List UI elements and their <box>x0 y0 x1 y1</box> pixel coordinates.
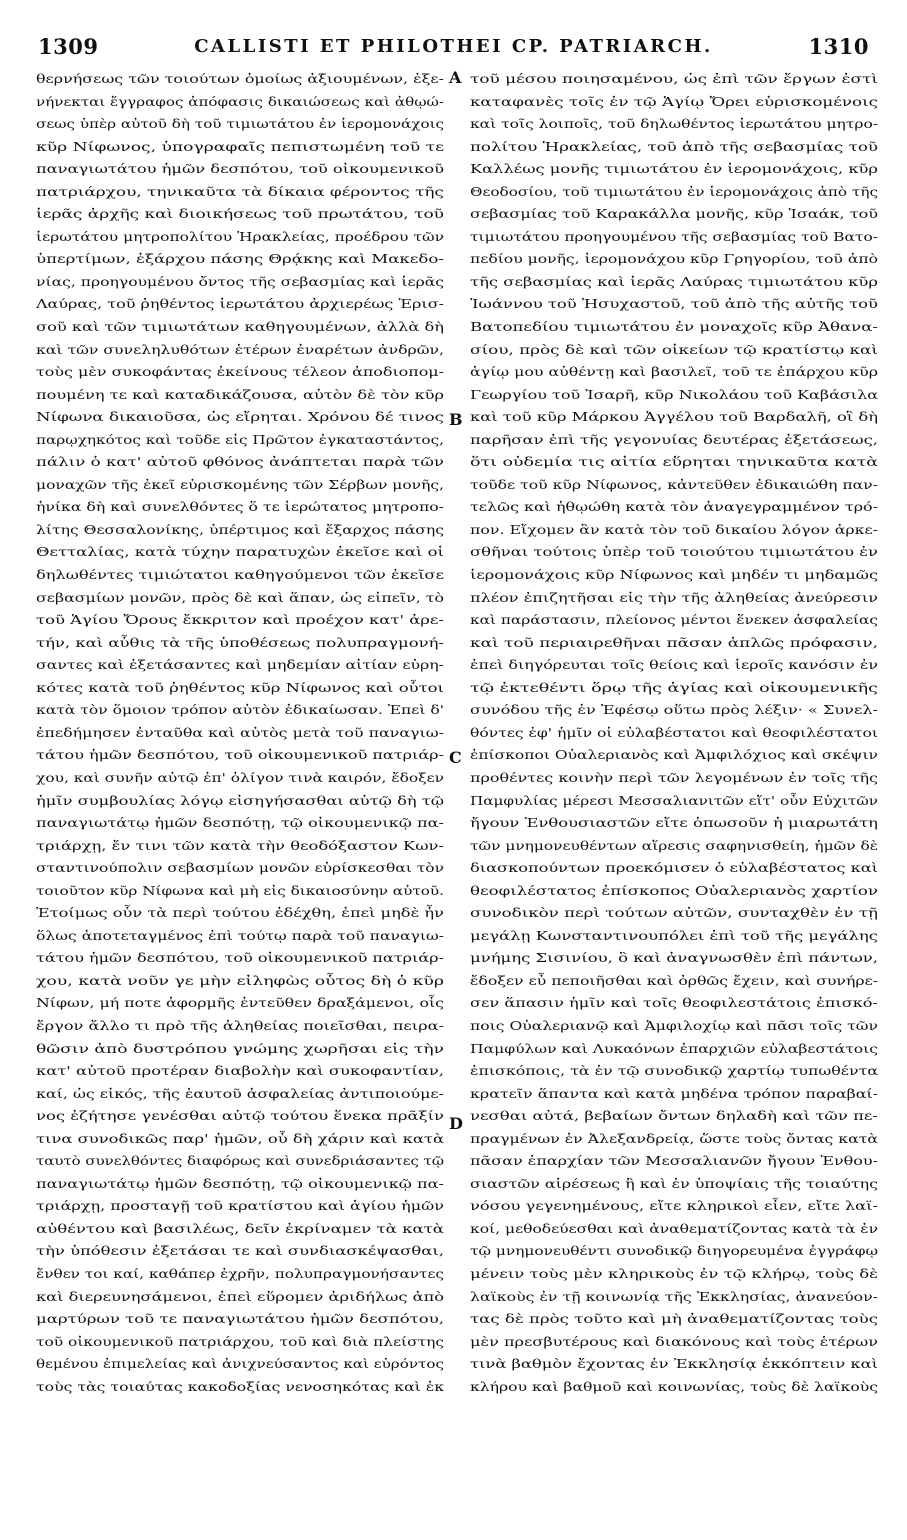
right-column-line: ποις Οὐαλεριανῷ καὶ Ἀμφιλοχίῳ καὶ πᾶσι τοῖς τῶν <box>470 1018 878 1033</box>
right-column-line: τας δὲ πρὸς τοῦτο καὶ μὴ ἀναθεματίζοντας τοὺς <box>470 1312 878 1327</box>
section-marker-d: D <box>449 1114 463 1133</box>
left-column-line: τοιοῦτον κῦρ Νίφωνα καὶ μὴ εἰς δικαιοσύνην αὐτοῦ. <box>36 883 444 898</box>
right-column-line: καὶ τοῖς λοιποῖς, τοῦ δηλωθέντος ἱερωτάτου μητρο- <box>470 117 878 132</box>
left-column-line: Νίφων, μή ποτε ἀφορμῆς ἐντεῦθεν δραξάμενοι, οἷς <box>36 996 444 1011</box>
left-column-line: τάτου ἡμῶν δεσπότου, τοῦ οἰκουμενικοῦ πατριάρ- <box>36 748 445 763</box>
section-marker-c: C <box>449 748 462 767</box>
right-column-line: σεβασμίας τοῦ Καρακάλλα μονῆς, κῦρ Ἰσαάκ, τοῦ <box>470 207 878 222</box>
left-column-line: σοῦ καὶ τῶν τιμιωτάτων καθηγουμένων, ἀλλὰ δὴ <box>36 320 445 335</box>
right-column-line: τῷ μνημονευθέντι συνοδικῷ διηγορευμένα ἐγγράφῳ <box>470 1244 878 1259</box>
right-column-line: νόσου γεγενημένους, εἴτε κληρικοὶ εἶεν, εἴτε λαϊ- <box>470 1199 878 1214</box>
left-column-line: νήνεκται ἔγγραφος ἀπόφασις δικαιώσεως καὶ ἀθῳώ- <box>36 94 444 109</box>
right-column-line: προθέντες κοινὴν περὶ τῶν λεγομένων ἐν τοῖς τῆς <box>470 770 878 785</box>
right-column-line: ἐπισκόποις, τὰ ἐν τῷ συνοδικῷ χαρτίῳ τυπωθέντα <box>470 1064 878 1079</box>
right-column-line: συνοδικὸν περὶ τούτων αὐτῶν, συνταχθὲν ἐν τῇ <box>470 906 878 921</box>
right-column-line: πον. Εἴχομεν ἂν κατὰ τὸν τοῦ δικαίου λόγον ἀρκε- <box>470 522 878 537</box>
left-column-line: παναγιωτάτῳ ἡμῶν δεσπότῃ, τῷ οἰκουμενικῷ πα- <box>36 1176 444 1191</box>
page-number-left: 1309 <box>38 34 99 59</box>
right-column-line: μένειν τοὺς μὲν κληρικοὺς ἐν τῷ κλήρῳ, τοὺς δὲ <box>470 1266 878 1281</box>
right-column-line: κλήρου καὶ βαθμοῦ καὶ κοινωνίας, τοὺς δὲ λαϊκοὺς <box>470 1379 878 1394</box>
right-column-line: σθῆναι τούτοις ὑπὲρ τοῦ τοιούτου τιμιωτάτου ἐν <box>470 545 878 560</box>
right-column-line: πραγμένων ἐν Ἀλεξανδρείᾳ, ὥστε τοὺς ὄντας κατὰ <box>470 1131 878 1146</box>
page-header <box>0 30 907 66</box>
right-column-line: Βατοπεδίου τιμιωτάτου ἐν μοναχοῖς κῦρ Ἀθανα- <box>470 320 878 335</box>
left-column-line: ὑπερτίμων, ἐξάρχου πάσης Θρᾴκης καὶ Μακεδο- <box>36 252 444 267</box>
left-column-line: αὐθέντου καὶ βασιλέως, δεῖν ἐκρίναμεν τὰ κατὰ <box>36 1221 444 1236</box>
right-column <box>470 68 878 1398</box>
left-column-line: παρῳχηκότος καὶ τοῦδε εἰς Πρῶτον ἐγκαταστάντος, <box>36 432 444 447</box>
left-column-line: χου, κατὰ νοῦν γε μὴν εἰληφὼς οὗτος δὴ ὁ κῦρ <box>36 973 444 988</box>
right-column-line: τῷ ἐκτεθέντι ὅρῳ τῆς ἁγίας καὶ οἰκουμενικῆς <box>470 680 878 695</box>
left-column-line: θερνήσεως τῶν τοιούτων ὁμοίως ἀξιουμένων, ἐξε- <box>36 72 444 86</box>
left-column-line: σεβασμίων μονῶν, πρὸς δὲ καὶ ἅπαν, ὡς εἰπεῖν, τὸ <box>36 590 444 605</box>
left-column-line: Ἑτοίμως οὖν τὰ περὶ τούτου ἐδέχθη, ἐπεὶ μηδὲ ἦν <box>36 906 444 921</box>
left-column-line: μοναχῶν τῆς ἐκεῖ εὑρισκομένης τῶν Σέρβων μονῆς, <box>36 477 445 492</box>
right-column-line: πολίτου Ἡρακλείας, τοῦ ἀπὸ τῆς σεβασμίας τοῦ <box>470 139 878 154</box>
right-column-line: Ἰωάννου τοῦ Ἡσυχαστοῦ, τοῦ ἀπὸ τῆς αὐτῆς τοῦ <box>470 297 878 312</box>
left-column-line: τριάρχῃ, προσταγῇ τοῦ κρατίστου καὶ ἁγίου ἡμῶν <box>36 1199 444 1214</box>
left-column-line: σταντινούπολιν σεβασμίων μονῶν εὑρίσκεσθαι τὸν <box>36 861 445 876</box>
right-column-line: ὅτι οὐδεμία τις αἰτία εὕρηται τηνικαῦτα κατὰ <box>470 455 878 470</box>
right-column-line: θεοφιλέστατος ἐπίσκοπος Οὐαλεριανὸς χαρτίον <box>470 883 878 898</box>
right-column-line: καὶ τοῦ περιαιρεθῆναι πᾶσαν ἁπλῶς πρόφασιν, <box>470 635 878 650</box>
right-column-line: μεγάλῃ Κωνσταντινουπόλει ἐπὶ τοῦ τῆς μεγάλης <box>470 928 878 943</box>
right-column-line: μὲν πρεσβυτέρους καὶ διακόνους καὶ τοὺς ἑτέρων <box>470 1334 878 1349</box>
left-column <box>36 68 444 1398</box>
right-column-line: Γεωργίου τοῦ Ἰσαρῆ, κῦρ Νικολάου τοῦ Καβάσιλα <box>470 387 878 402</box>
left-column-line: σεως ὑπὲρ αὐτοῦ δὴ τοῦ τιμιωτάτου ἐν ἱερομονάχοις <box>36 117 444 132</box>
left-column-line: κατ' αὐτοῦ προτέραν διαβολὴν καὶ συκοφαντίαν, <box>36 1064 444 1079</box>
left-column-line: ἡμῖν συμβουλίας λόγῳ εἰσηγήσασθαι αὐτῷ δὴ τῷ <box>36 793 444 808</box>
right-column-line: θόντες ἐφ' ἡμῖν οἱ εὐλαβέστατοι καὶ θεοφιλέστατοι <box>470 725 878 740</box>
right-column-line: πεδίου μονῆς, ἱερομονάχου κῦρ Γρηγορίου, τοῦ ἀπὸ <box>470 252 878 267</box>
left-column-line: ὅλως ἀποτεταγμένος ἐπὶ τούτῳ παρὰ τοῦ παναγιω- <box>36 928 444 943</box>
right-column-line: τῶν μνημονευθέντων αἵρεσις σαφηνισθείη, ἡμῶν δὲ <box>470 838 878 853</box>
right-column-line: ἐπεὶ διηγόρευται τοῖς θείοις καὶ ἱεροῖς κανόσιν ἐν <box>470 658 878 673</box>
right-column-line: καταφανὲς τοῖς ἐν τῷ Ἁγίῳ Ὄρει εὑρισκομένοις <box>470 94 878 109</box>
left-column-line: Θετταλίας, κατὰ τύχην παρατυχὼν ἐκεῖσε καὶ οἱ <box>36 545 444 560</box>
section-marker-b: B <box>449 410 463 429</box>
right-column-line: πᾶσαν ἐπαρχίαν τῶν Μεσσαλιανῶν ἤγουν Ἐνθου- <box>470 1154 878 1169</box>
right-column-line: ἤγουν Ἐνθουσιαστῶν εἴτε ὁπωσοῦν ἡ μιαρωτάτη <box>470 816 878 831</box>
right-column-line: τινὰ βαθμὸν ἔχοντας ἐν Ἐκκλησίᾳ ἐκκόπτειν καὶ <box>470 1357 878 1372</box>
left-column-line: ἱερᾶς ἀρχῆς καὶ διοικήσεως τοῦ πρωτάτου, τοῦ <box>36 207 444 222</box>
right-column-line: τοῦδε τοῦ κῦρ Νίφωνος, κἀντεῦθεν ἐδικαιώθη παν- <box>470 477 878 492</box>
right-column-line: Παμφυλίας μέρεσι Μεσσαλιανιτῶν εἴτ' οὖν Εὐχιτῶν <box>470 793 878 808</box>
left-column-line: πουμένη τε καὶ καταδικάζουσα, αὐτὸν δὲ τὸν κῦρ <box>36 387 444 402</box>
left-column-line: ταυτὸ συνελθόντες διαφόρως καὶ συνεδριάσαντες τῷ <box>36 1154 445 1169</box>
left-column-line: ἔνθεν τοι καί, καθάπερ ἐχρῆν, πολυπραγμονήσαντες <box>36 1266 444 1281</box>
left-column-line: δηλωθέντες τιμιώτατοι καθηγούμενοι τῶν ἐκεῖσε <box>36 568 444 583</box>
left-column-line: πατριάρχου, τηνικαῦτα τὰ δίκαια φέροντος τῆς <box>36 184 444 199</box>
right-column-line: κρατεῖν ἅπαντα καὶ κατὰ μηδένα τρόπον παραβαί- <box>470 1086 878 1101</box>
left-column-line: ἱερωτάτου μητροπολίτου Ἡρακλείας, προέδρου τῶν <box>36 229 445 244</box>
right-column-line: σεν ἅπασιν ἡμῖν καὶ τοῖς θεοφιλεστάτοις ἐπισκό- <box>470 996 878 1011</box>
left-column-line: χου, καὶ συνῆν αὐτῷ ἐπ' ὀλίγον τινὰ καιρόν, ἔδοξεν <box>36 770 444 785</box>
right-column-line: διασκοπούντων προεκόμισεν ὁ εὐλαβέστατος καὶ <box>470 861 878 876</box>
left-column-line: Λαύρας, τοῦ ῥηθέντος ἱερωτάτου ἀρχιερέως Ἐρισ- <box>36 297 444 312</box>
left-column-line: μαρτύρων τοῦ τε παναγιωτάτου ἡμῶν δεσπότου, <box>36 1312 444 1327</box>
left-column-line: τὴν ὑπόθεσιν ἐξετάσαι τε καὶ συνδιασκέψασθαι, <box>36 1244 444 1259</box>
right-column-line: ἁγίῳ μου αὐθέντῃ καὶ βασιλεῖ, τοῦ τε ἐπάρχου κῦρ <box>470 365 878 380</box>
left-column-line: τάτου ἡμῶν δεσπότου, τοῦ οἰκουμενικοῦ πατριάρ- <box>36 951 445 966</box>
left-column-line: ἡνίκα δὴ καὶ συνελθόντες ὅ τε ἱερώτατος μητροπο- <box>36 500 444 515</box>
left-column-line: θῶσιν ἀπὸ δυστρόπου γνώμης χωρῆσαι εἰς τὴν <box>36 1041 444 1056</box>
right-column-line: ἱερομονάχοις κῦρ Νίφωνος καὶ μηδέν τι μηδαμῶς <box>470 568 878 583</box>
left-column-line: Νίφωνα δικαιοῦσα, ὡς εἴρηται. Χρόνου δέ τινος <box>36 410 444 425</box>
left-column-line: τοῦ οἰκουμενικοῦ πατριάρχου, τοῦ καὶ διὰ πλείστης <box>36 1334 444 1349</box>
right-column-line: νεσθαι αὐτά, βεβαίων ὄντων δηλαδὴ καὶ τῶν πε- <box>470 1109 878 1124</box>
left-column-line: πάλιν ὁ κατ' αὐτοῦ φθόνος ἀνάπτεται παρὰ τῶν <box>36 455 444 470</box>
left-column-line: λίτης Θεσσαλονίκης, ὑπέρτιμος καὶ ἔξαρχος πάσης <box>36 522 444 537</box>
left-column-line: ἔργον ἄλλο τι πρὸ τῆς ἀληθείας ποιεῖσθαι, πειρα- <box>36 1018 445 1033</box>
left-column-line: τοὺς μὲν συκοφάντας ἐκείνους τέλεον ἀποδιοπομ- <box>36 365 444 380</box>
left-column-line: κατὰ τὸν ὅμοιον τρόπον αὐτὸν ἐδικαίωσαν. Ἐπεὶ δ' <box>36 703 445 718</box>
right-column-line: τῆς σεβασμίας καὶ ἱερᾶς Λαύρας τιμιωτάτου κῦρ <box>470 274 878 289</box>
right-column-line: παρῆσαν ἐπὶ τῆς γεγονυίας δευτέρας ἐξετάσεως, <box>470 432 878 447</box>
right-column-line: κοί, μεθοδεύεσθαι καὶ ἀναθεματίζοντας κατὰ τὰ ἐν <box>470 1221 878 1236</box>
left-column-line: καί, ὡς εἰκός, τῆς ἑαυτοῦ ἀσφαλείας ἀντιποιούμε- <box>36 1086 444 1101</box>
right-column-line: τελῶς καὶ ἠθῳώθη κατὰ τὸν ἀναγεγραμμένον τρό- <box>470 500 878 515</box>
left-column-line: νίας, προηγουμένου ὄντος τῆς σεβασμίας καὶ ἱερᾶς <box>36 274 444 289</box>
right-column-line: τοῦ μέσου ποιησαμένου, ὡς ἐπὶ τῶν ἔργων ἐστὶ <box>470 72 878 86</box>
right-column-line: ἔδοξεν εὖ πεποιῆσθαι καὶ ὀρθῶς ἔχειν, καὶ συνήρε- <box>470 973 878 988</box>
right-column-line: συνόδου τῆς ἐν Ἐφέσῳ οὕτω πρὸς λέξιν· « Συνελ- <box>470 703 878 718</box>
page-number-right: 1310 <box>808 34 869 59</box>
left-column-line: τριάρχῃ, ἔν τινι τῶν κατὰ τὴν θεοδόξαστον Κων- <box>36 838 444 853</box>
right-column-line: μνήμης Σισινίου, ὃ καὶ ἀναγνωσθὲν ἐπὶ πάντων, <box>470 951 878 966</box>
left-column-line: κῦρ Νίφωνος, ὑπογραφαῖς πεπιστωμένη τοῦ τε <box>36 139 444 154</box>
right-column-line: πλέον ἐπιζητῆσαι εἰς τὴν τῆς ἀληθείας ἀνεύρεσιν <box>470 590 878 605</box>
left-column-line: παναγιωτάτῳ ἡμῶν δεσπότῃ, τῷ οἰκουμενικῷ πα- <box>36 816 444 831</box>
left-column-line: θεμένου ἐπιμελείας καὶ ἀνιχνεύσαντος καὶ εὑρόντος <box>36 1357 444 1372</box>
right-column-line: καὶ τοῦ κῦρ Μάρκου Ἀγγέλου τοῦ Βαρδαλῆ, οἳ δὴ <box>470 410 878 425</box>
running-title: CALLISTI ET PHILOTHEI CP. PATRIARCH. <box>194 36 713 57</box>
left-column-line: τοῦ Ἁγίου Ὄρους ἔκκριτον καὶ προέχον κατ' ἀρε- <box>36 613 444 628</box>
section-marker-a: A <box>449 68 462 87</box>
right-column-line: ἐπίσκοποι Οὐαλεριανὸς καὶ Ἀμφιλόχιος καὶ σκέψιν <box>470 748 878 763</box>
left-column-line: σαντες καὶ ἐξετάσαντες καὶ μηδεμίαν αἰτίαν εὑρη- <box>36 658 444 673</box>
right-column-line: Καλλέως μονῆς τιμιωτάτου ἐν ἱερομονάχοις, κῦρ <box>470 162 878 177</box>
left-column-line: νος ἐζήτησε γενέσθαι αὐτῷ τούτου ἕνεκα πρᾶξίν <box>36 1109 444 1124</box>
right-column-line: λαϊκοὺς ἐν τῇ κοινωνίᾳ τῆς Ἐκκλησίας, ἀνανεύον- <box>470 1289 878 1304</box>
left-column-line: ἐπεδήμησεν ἐνταῦθα καὶ αὐτὸς μετὰ τοῦ παναγιω- <box>36 725 444 740</box>
left-column-line: τοὺς τὰς τοιαύτας κακοδοξίας νενοσηκότας καὶ ἐκ <box>36 1379 444 1394</box>
right-column-line: καὶ παράστασιν, πλείονος μέντοι ἕνεκεν ἀσφαλείας <box>470 613 878 628</box>
left-column-line: καὶ διερευνησάμενοι, ἐπεὶ εὕρομεν ἀριδήλως ἀπὸ <box>36 1289 444 1304</box>
right-column-line: τιμιωτάτου προηγουμένου τῆς σεβασμίας τοῦ Βατο- <box>470 229 878 244</box>
left-column-line: καὶ τῶν συνεληλυθότων ἑτέρων ἐναρέτων ἀνδρῶν, <box>36 342 444 357</box>
left-column-line: παναγιωτάτου ἡμῶν δεσπότου, τοῦ οἰκουμενικοῦ <box>36 162 444 177</box>
right-column-line: Θεοδοσίου, τοῦ τιμιωτάτου ἐν ἱερομονάχοις ἀπὸ τῆς <box>470 184 878 199</box>
right-column-line: σίου, πρὸς δὲ καὶ τῶν οἰκείων τῷ κρατίστῳ καὶ <box>470 342 878 357</box>
right-column-line: Παμφύλων καὶ Λυκαόνων ἐπαρχιῶν εὐλαβεστάτοις <box>470 1041 878 1056</box>
left-column-line: κότες κατὰ τοῦ ῥηθέντος κῦρ Νίφωνος καὶ οὗτοι <box>36 680 444 695</box>
left-column-line: τήν, καὶ αὖθις τὰ τῆς ὑποθέσεως πολυπραγμονή- <box>36 635 444 650</box>
left-column-line: τινα συνοδικῶς παρ' ἡμῶν, οὗ δὴ χάριν καὶ κατὰ <box>36 1131 444 1146</box>
right-column-line: σιαστῶν αἱρέσεως ἢ καὶ ἐν ὑποψίαις τῆς τοιαύτης <box>470 1176 878 1191</box>
